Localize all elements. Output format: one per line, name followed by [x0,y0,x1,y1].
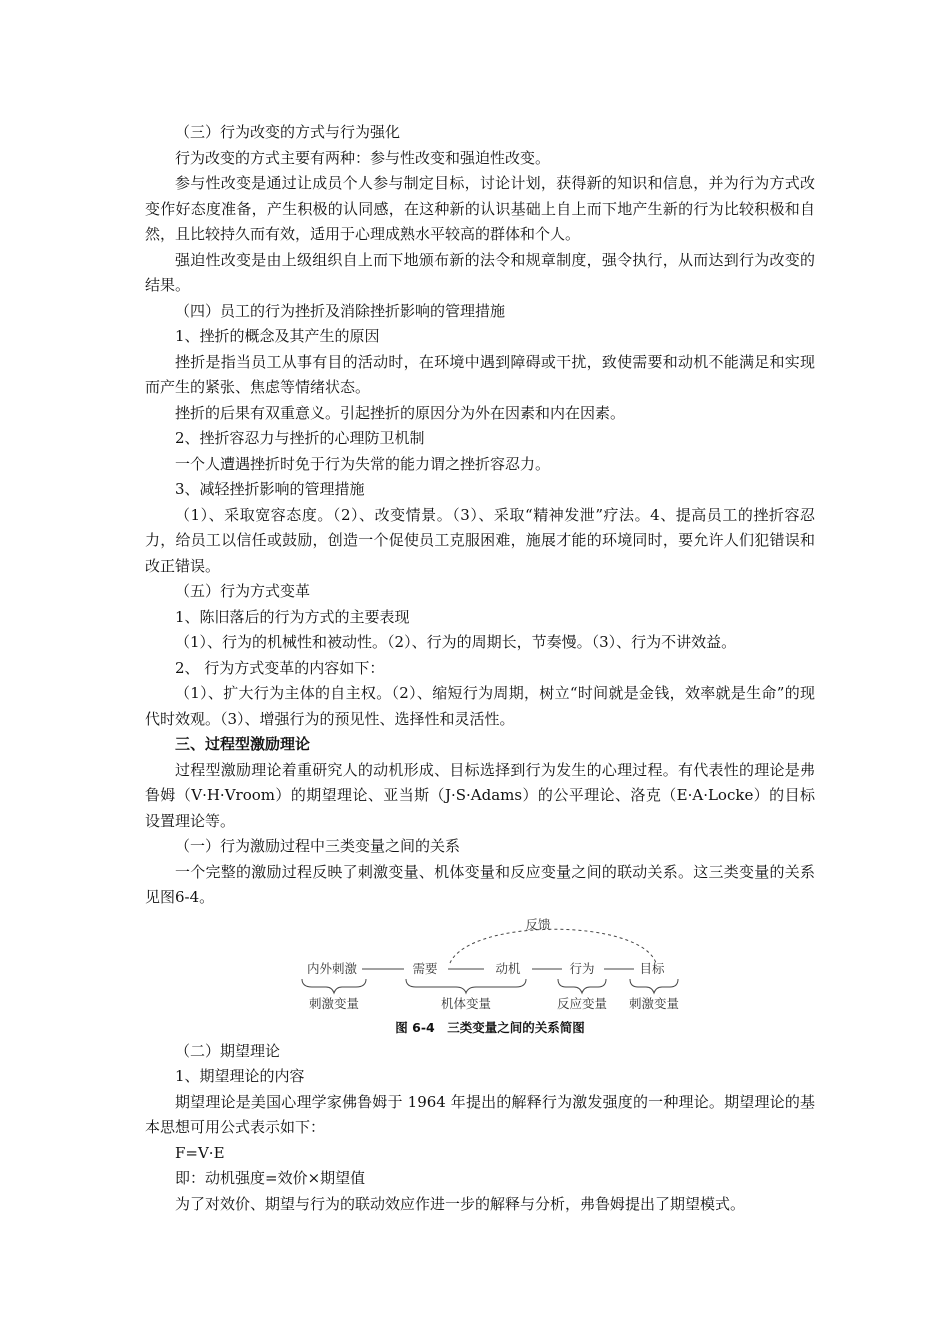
section-heading: 三、过程型激励理论 [175,735,311,753]
figure-6-4 [145,911,815,1039]
group-organism-variable: 机体变量 [440,995,492,1011]
paragraph: （二）期望理论 [175,1041,281,1060]
paragraph: 2、 行为方式变革的内容如下： [175,658,385,677]
paragraph: 即：动机强度=效价×期望值 [175,1169,366,1187]
paragraph: 参与性改变是通过让成员个人参与制定目标，讨论计划，获得新的知识和信息，并为行为方式改变作好态度准备，产生积极的认同感，在这种新的认识基础上自上而下地产生新的行为比较积极和自然，且比较持久而有效，适用于心理成熟水平较高的群体和个人。 [145,174,815,243]
formula: F=V·E [175,1143,225,1162]
group-response-variable: 反应变量 [556,995,608,1011]
paragraph: 1、挫折的概念及其产生的原因 [175,327,380,345]
paragraph: 挫折的后果有双重意义。引起挫折的原因分为外在因素和内在因素。 [175,403,626,422]
paragraph: 强迫性改变是由上级组织自上而下地颁布新的法令和规章制度，强令执行，从而达到行为改变的结果。 [145,250,815,294]
paragraphs-before-figure [145,120,815,911]
paragraph: 为了对效价、期望与行为的联动效应作进一步的解释与分析，弗鲁姆提出了期望模式。 [175,1194,746,1213]
paragraph: （三）行为改变的方式与行为强化 [175,123,401,141]
node-motive: 动机 [495,960,521,976]
brace-response-variable [558,979,606,993]
paragraph: （1）、行为的机械性和被动性。（2）、行为的周期长，节奏慢。（3）、行为不讲效益。 [175,633,737,651]
brace-organism-variable [406,979,526,993]
paragraph: 一个完整的激励过程反映了刺激变量、机体变量和反应变量之间的联动关系。这三类变量的关系见图6-4。 [145,862,815,906]
paragraph: 挫折是指当员工从事有目的活动时，在环境中遇到障碍或干扰，致使需要和动机不能满足和实现而产生的紧张、焦虑等情绪状态。 [145,352,815,396]
paragraph: 2、挫折容忍力与挫折的心理防卫机制 [175,429,425,447]
paragraphs-after-figure [145,1039,815,1218]
paragraph: 行为改变的方式主要有两种：参与性改变和强迫性改变。 [175,148,551,167]
paragraph: 1、期望理论的内容 [175,1067,305,1085]
paragraph: 期望理论是美国心理学家佛鲁姆于 1964 年提出的解释行为激发强度的一种理论。期望理论的基本思想可用公式表示如下： [145,1092,815,1136]
paragraph: （四）员工的行为挫折及消除挫折影响的管理措施 [175,301,506,320]
paragraph: 1、陈旧落后的行为方式的主要表现 [175,607,410,626]
figure-caption: 图 6-4 三类变量之间的关系简图 [395,1019,585,1035]
group-stimulus-variable-2: 刺激变量 [628,995,680,1011]
node-behavior: 行为 [569,960,595,976]
feedback-label: 反馈 [525,916,551,932]
node-need: 需要 [412,960,438,976]
paragraph: （五）行为方式变革 [175,582,311,600]
relationship-diagram [300,913,680,1035]
group-stimulus-variable: 刺激变量 [308,995,360,1011]
paragraph: （一）行为激励过程中三类变量之间的关系 [175,837,461,855]
paragraph: 过程型激励理论着重研究人的动机形成、目标选择到行为发生的心理过程。有代表性的理论是弗鲁姆（V·H·Vroom）的期望理论、亚当斯（J·S·Adams）的公平理论、洛克（E·A·Locke）的目标设置理论等。 [145,760,815,830]
paragraph: 一个人遭遇挫折时免于行为失常的能力谓之挫折容忍力。 [175,454,551,473]
node-goal: 目标 [639,960,665,976]
paragraph: 3、减轻挫折影响的管理措施 [175,480,365,498]
node-external-stimulus: 内外刺激 [306,960,358,976]
paragraph: （1）、扩大行为主体的自主权。（2）、缩短行为周期，树立“时间就是金钱，效率就是生命”的现代时效观。（3）、增强行为的预见性、选择性和灵活性。 [145,684,815,728]
paragraph: （1）、采取宽容态度。（2）、改变情景。（3）、采取“精神发泄”疗法。4、提高员工的挫折容忍力，给员工以信任或鼓励，创造一个促使员工克服困难，施展才能的环境同时，要允许人们犯错误和改正错误。 [145,505,815,575]
brace-stimulus-variable-2 [630,979,678,993]
brace-stimulus-variable [302,979,366,993]
document-body [145,120,815,1217]
feedback-arc [450,929,656,963]
